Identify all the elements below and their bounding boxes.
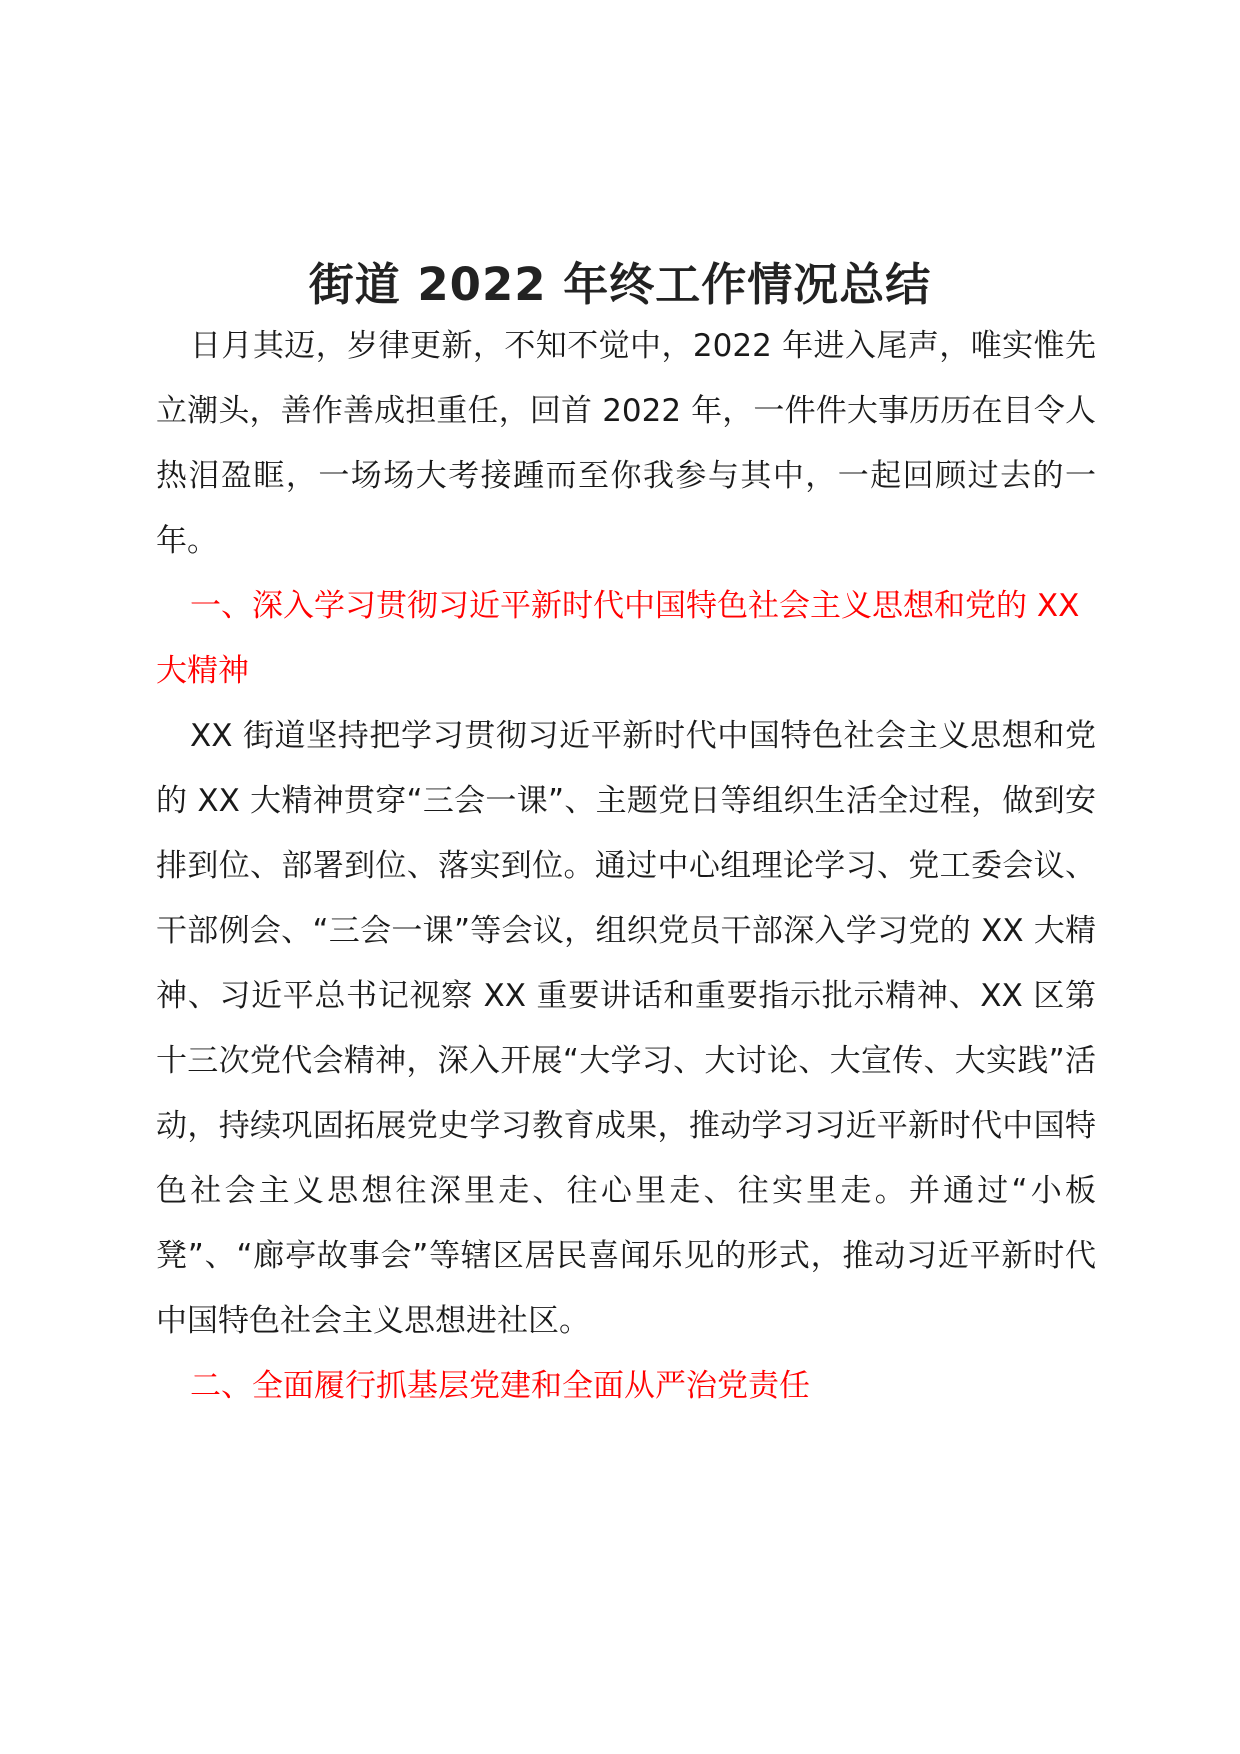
document-body xyxy=(156,314,1096,1419)
section-heading-2: 二、全面履行抓基层党建和全面从严治党责任 xyxy=(190,1368,810,1404)
intro-paragraph: 日月其迈，岁律更新，不知不觉中，2022 年进入尾声，唯实惟先立潮头，善作善成担重任，回首 2022 年，一件件大事历历在目令人热泪盈眶，一场场大考接踵而至你我参与其中，一起回顾过去的一年。 xyxy=(156,328,1096,559)
document-title: 街道 2022 年终工作情况总结 xyxy=(308,258,932,312)
section-body-1: XX 街道坚持把学习贯彻习近平新时代中国特色社会主义思想和党的 XX 大精神贯穿“三会一课”、主题党日等组织生活全过程，做到安排到位、部署到位、落实到位。通过中心组理论学习、党工委会议、干部例会、“三会一课”等会议，组织党员干部深入学习党的 XX 大精神、习近平总书记视察 XX 重要讲话和重要指示批示精神、XX 区第十三次党代会精神，深入开展“大学习、大讨论、大宣传、大实践”活动，持续巩固拓展党史学习教育成果，推动学习习近平新时代中国特色社会主义思想往深里走、往心里走、往实里走。并通过“小板凳”、“廊亭故事会”等辖区居民喜闻乐见的形式，推动习近平新时代中国特色社会主义思想进社区。 xyxy=(156,718,1096,1339)
section-heading-1: 一、深入学习贯彻习近平新时代中国特色社会主义思想和党的 XX 大精神 xyxy=(156,588,1080,689)
